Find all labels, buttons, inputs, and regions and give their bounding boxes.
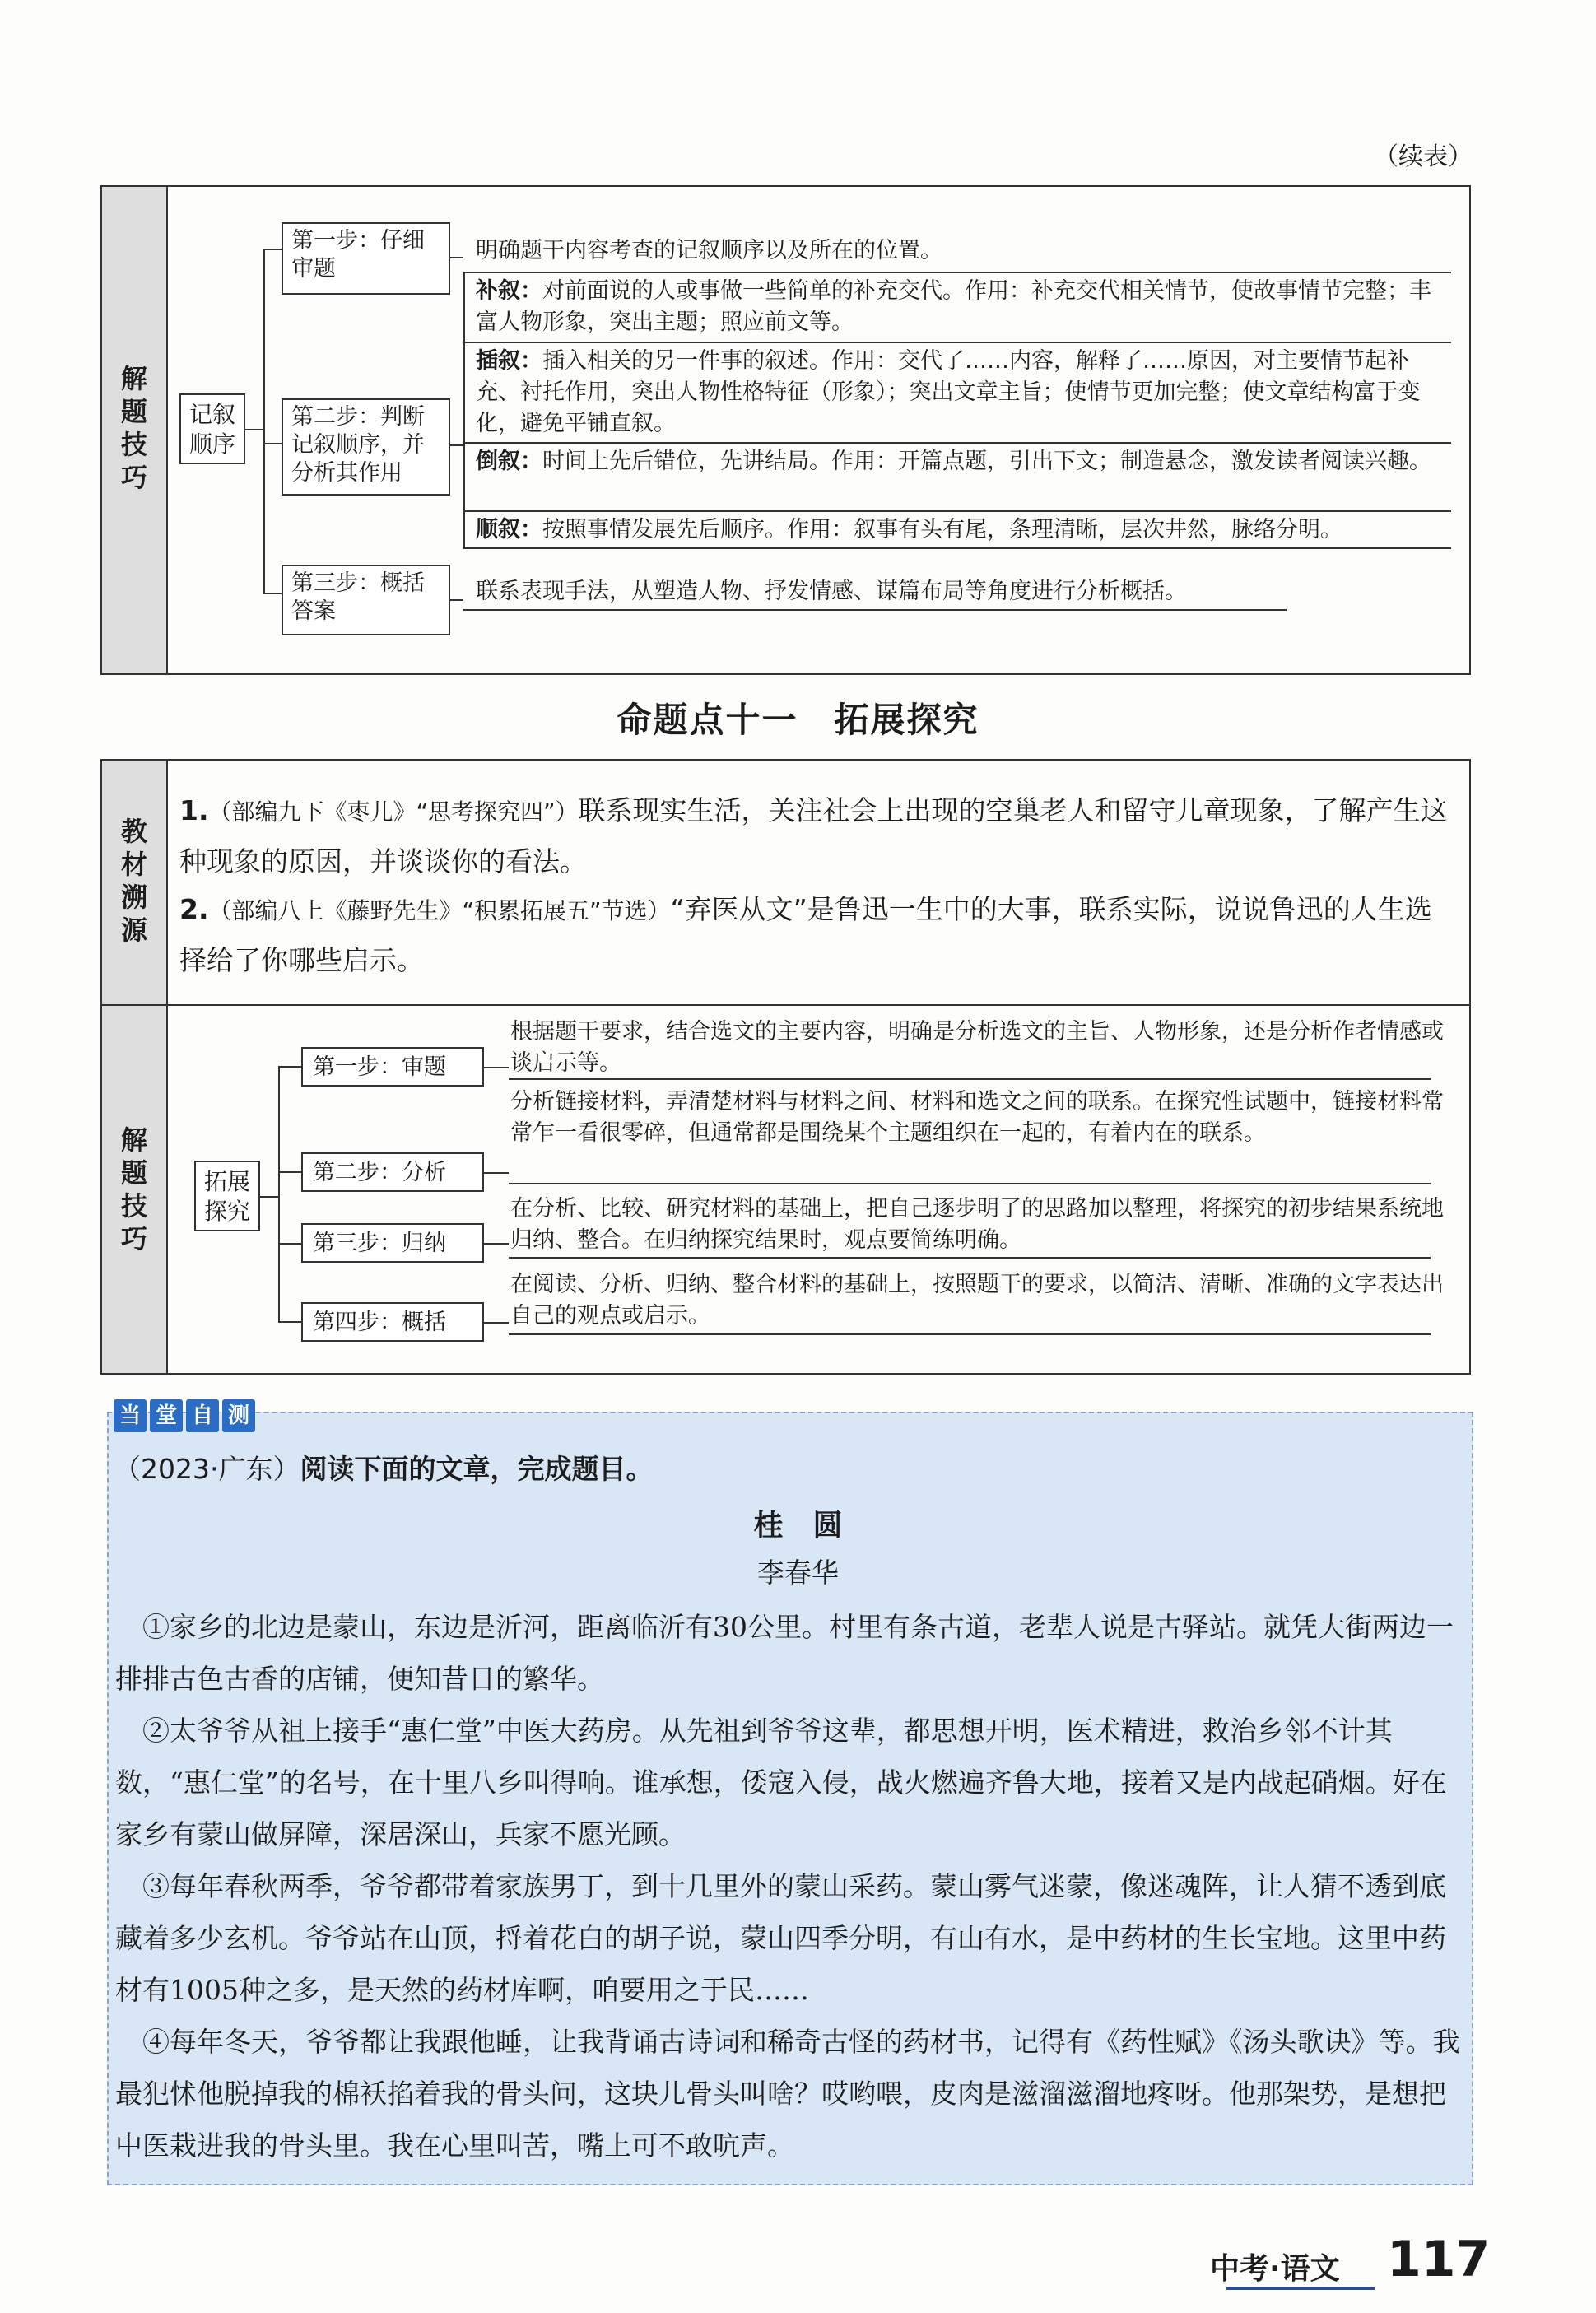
- topic-narrative-order: 记叙顺序: [179, 393, 245, 464]
- paragraph-2: ②太爷爷从祖上接手“惠仁堂”中医大药房。从先祖到爷爷这辈，都思想开明，医术精进，救治乡邻不计其数，“惠仁堂”的名号，在十里八乡叫得响。谁承想，倭寇入侵，战火燃遍齐鲁大地，接着又是内战起硝烟。好在家乡有蒙山做屏障，深居深山，兵家不愿光顾。: [115, 1715, 1447, 1850]
- table1-step3-content: 联系表现手法，从塑造人物、抒发情感、谋篇布局等角度进行分析概括。: [476, 579, 1187, 604]
- table1-step1-content: 明确题干内容考查的记叙顺序以及所在的位置。: [476, 238, 942, 263]
- article-title: 桂 圆: [753, 1509, 843, 1543]
- table1-step2-label: 第二步：判断记叙顺序，并分析其作用: [282, 398, 450, 496]
- article-author: 李春华: [757, 1557, 839, 1589]
- article-body: [115, 1601, 1465, 2171]
- topic-extended-inquiry: 拓展探究: [194, 1161, 260, 1231]
- page-number: 117: [1387, 2231, 1491, 2288]
- question-1: 1.（部编九下《枣儿》“思考探究四”）联系现实生活，关注社会上出现的空巢老人和留守儿童现象，了解产生这种现象的原因，并谈谈你的看法。: [179, 794, 1448, 877]
- supplementary-narration: 补叙：对前面说的人或事做一些简单的补充交代。作用：补充交代相关情节，使故事情节完整；丰富人物形象，突出主题；照应前文等。: [476, 278, 1431, 335]
- paragraph-3: ③每年春秋两季，爷爷都带着家族男丁，到十几里外的蒙山采药。蒙山雾气迷蒙，像迷魂阵，让人猜不透到底藏着多少玄机。爷爷站在山顶，捋着花白的胡子说，蒙山四季分明，有山有水，是中药材的生长宝地。这里中药材有1005种之多，是天然的药材库啊，咱要用之于民……: [115, 1870, 1446, 2006]
- inquiry-step1-label: 第一步：审题: [301, 1047, 484, 1087]
- footer-subject: 中考·语文: [1210, 2252, 1340, 2286]
- inquiry-step2-text: 分析链接材料，弄清楚材料与材料之间、材料和选文之间的联系。在探究性试题中，链接材料常常乍一看很零碎，但通常都是围绕某个主题组织在一起的，有着内在的联系。: [510, 1089, 1444, 1146]
- inquiry-step4-label: 第四步：概括: [301, 1302, 484, 1342]
- paragraph-1: ①家乡的北边是蒙山，东边是沂河，距离临沂有30公里。村里有条古道，老辈人说是古驿站。就凭大街两边一排排古色古香的店铺，便知昔日的繁华。: [115, 1611, 1454, 1695]
- inquiry-step2-label: 第二步：分析: [301, 1152, 484, 1192]
- paragraph-4: ④每年冬天，爷爷都让我跟他睡，让我背诵古诗词和稀奇古怪的药材书，记得有《药性赋》《汤头歌诀》等。我最犯怵他脱掉我的棉袄掐着我的骨头问，这块儿骨头叫啥？哎哟喂，皮肉是滋溜滋溜地疼呀。他那架势，是想把中医栽进我的骨头里。我在心里叫苦，嘴上可不敢吭声。: [115, 2026, 1460, 2162]
- textbook-source-label: 教 材 溯 源: [120, 816, 147, 946]
- interpolated-narration: 插叙：插入相关的另一件事的叙述。作用：交代了……内容，解释了……原因，对主要情节起补充、衬托作用，突出人物性格特征（形象）；突出文章主旨；使情节更加完整；使文章结构富于变化，避免平铺直叙。: [476, 348, 1421, 436]
- flashback-narration: 倒叙：时间上先后错位，先讲结局。作用：开篇点题，引出下文；制造悬念，激发读者阅读兴趣。: [476, 449, 1431, 474]
- table2-skills-label: 解 题 技 巧: [120, 1124, 147, 1254]
- inquiry-step4-text: 在阅读、分析、归纳、整合材料的基础上，按照题干的要求，以简洁、清晰、准确的文字表达出自己的观点或启示。: [510, 1272, 1444, 1329]
- table1-side-label: 解 题 技 巧: [120, 363, 147, 493]
- table1-step3-label: 第三步：概括答案: [282, 565, 450, 635]
- section-title: 命题点十一 拓展探究: [617, 700, 979, 740]
- inquiry-step1-text: 根据题干要求，结合选文的主要内容，明确是分析选文的主旨、人物形象，还是分析作者情感或谈启示等。: [510, 1019, 1444, 1076]
- table1-step1-label: 第一步：仔细审题: [282, 222, 450, 295]
- self-test-intro: （2023·广东）阅读下面的文章，完成题目。: [114, 1453, 654, 1485]
- continued-label: （续表）: [1374, 142, 1473, 171]
- inquiry-step3-label: 第三步：归纳: [301, 1223, 484, 1263]
- inquiry-step3-text: 在分析、比较、研究材料的基础上，把自己逐步明了的思路加以整理，将探究的初步结果系统地归纳、整合。在归纳探究结果时，观点要简练明确。: [510, 1196, 1444, 1253]
- self-test-tag: 当 堂 自 测: [114, 1399, 258, 1432]
- chronological-narration: 顺叙：按照事情发展先后顺序。作用：叙事有头有尾，条理清晰，层次井然，脉络分明。: [476, 517, 1342, 542]
- question-2: 2.（部编八上《藤野先生》“积累拓展五”节选）“弃医从文”是鲁迅一生中的大事，联系实际，说说鲁迅的人生选择给了你哪些启示。: [179, 893, 1432, 976]
